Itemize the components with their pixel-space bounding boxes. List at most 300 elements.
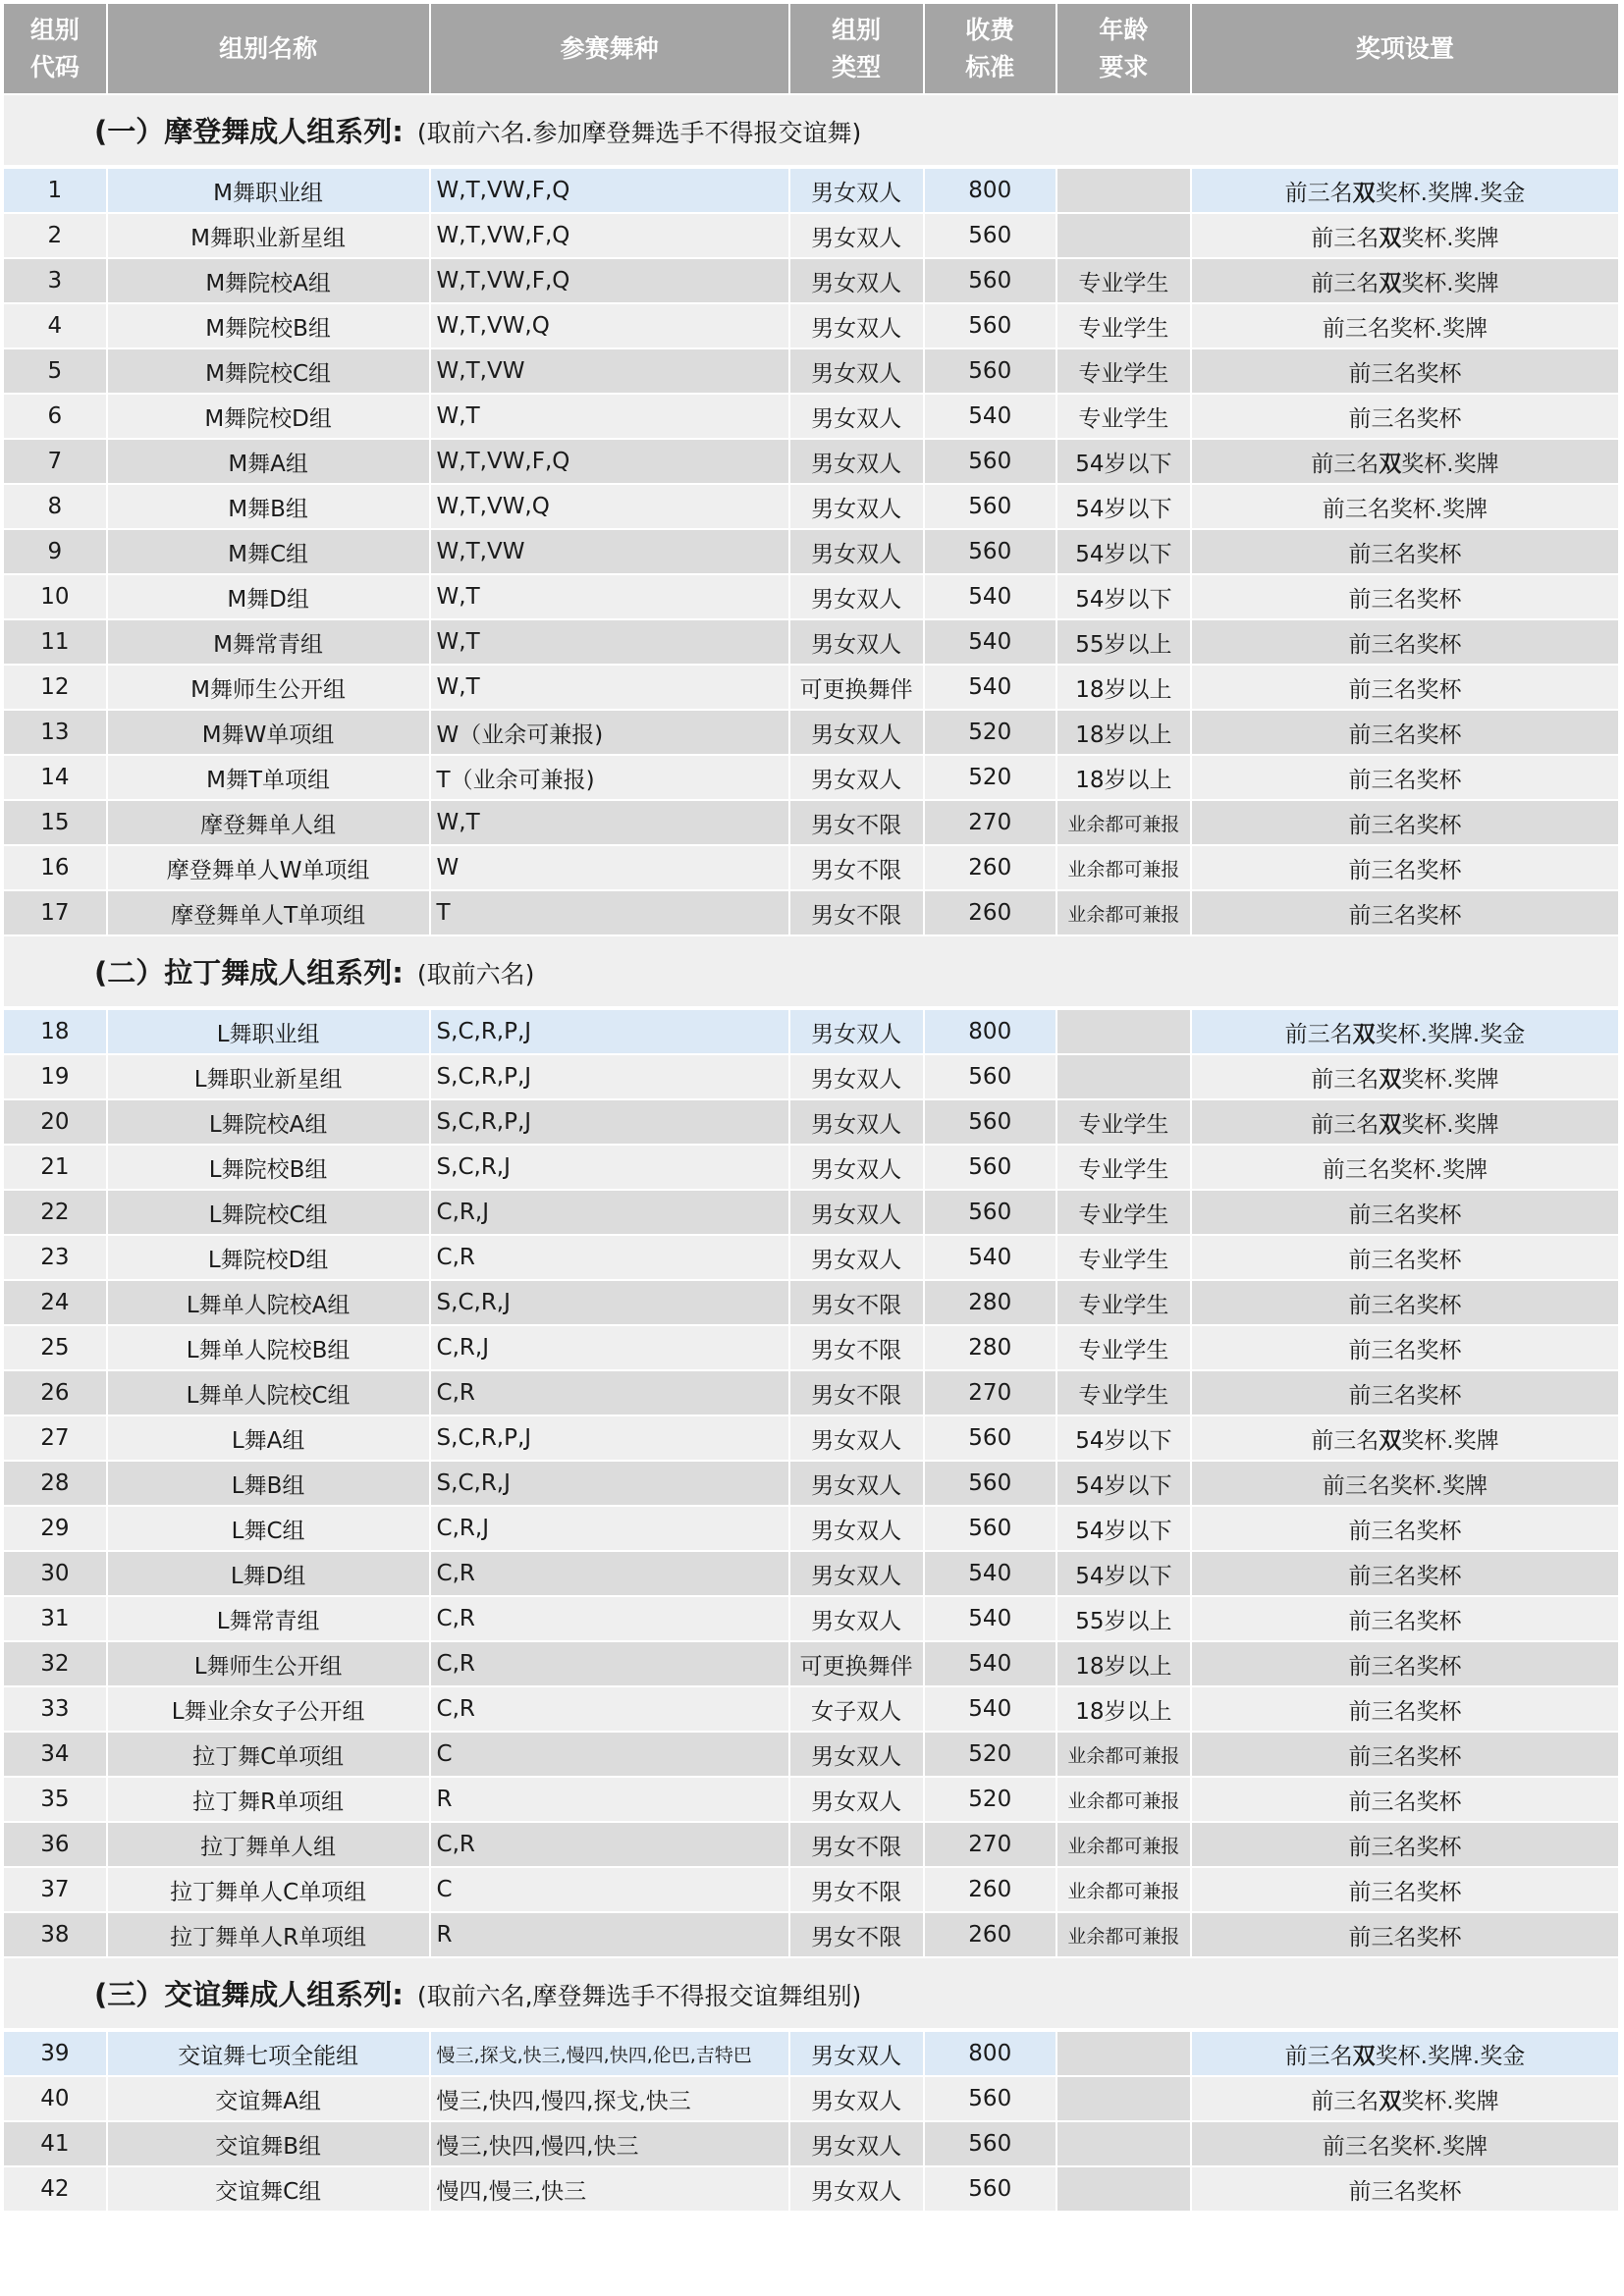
cell-awards (1191, 1099, 1619, 1145)
cell-group-name: M舞院校B组 (107, 303, 430, 348)
award-text: 前三名 (1311, 1427, 1380, 1454)
award-text: 前三名奖杯 (1348, 1789, 1462, 1815)
cell-group-code: 9 (3, 529, 107, 574)
table-row (3, 1596, 1619, 1641)
cell-group-name: L舞A组 (107, 1415, 430, 1461)
table-row (3, 1912, 1619, 1957)
award-text-suffix: 奖杯.奖牌 (1401, 1427, 1499, 1454)
cell-dances: R (430, 1912, 789, 1957)
cell-fee: 560 (924, 1054, 1056, 1099)
section-note: (取前六名,摩登舞选手不得报交谊舞组别) (416, 1982, 862, 2010)
cell-group-code: 24 (3, 1280, 107, 1325)
cell-age-requirement: 业余都可兼报 (1056, 800, 1191, 845)
cell-awards (1191, 303, 1619, 348)
cell-group-type: 男女双人 (789, 2030, 924, 2076)
cell-awards (1191, 2121, 1619, 2166)
table-row (3, 1732, 1619, 1777)
award-text-suffix: 奖杯.奖牌.奖金 (1375, 2043, 1526, 2069)
award-text: 前三名奖杯 (1348, 1247, 1462, 1273)
cell-dances: R (430, 1777, 789, 1822)
award-text: 前三名奖杯.奖牌 (1322, 2133, 1489, 2160)
cell-group-name: M舞职业新星组 (107, 213, 430, 258)
award-double-mark: 双 (1379, 270, 1402, 296)
cell-group-code: 4 (3, 303, 107, 348)
cell-fee: 270 (924, 1370, 1056, 1415)
cell-age-requirement: 专业学生 (1056, 1235, 1191, 1280)
cell-awards (1191, 1370, 1619, 1415)
cell-awards (1191, 665, 1619, 710)
award-text-suffix: 奖杯.奖牌 (1401, 2088, 1499, 2114)
cell-age-requirement: 业余都可兼报 (1056, 1822, 1191, 1867)
award-text: 前三名奖杯 (1348, 857, 1462, 883)
table-row (3, 845, 1619, 890)
award-text: 前三名奖杯 (1348, 1518, 1462, 1544)
cell-group-name: 交谊舞A组 (107, 2076, 430, 2121)
cell-fee: 560 (924, 1099, 1056, 1145)
cell-dances: C,R (430, 1551, 789, 1596)
table-row (3, 1506, 1619, 1551)
table-row (3, 439, 1619, 484)
table-row (3, 348, 1619, 394)
award-text-suffix: 奖杯.奖牌.奖金 (1375, 180, 1526, 206)
award-text: 前三名 (1284, 2043, 1353, 2069)
award-text: 前三名 (1284, 1021, 1353, 1047)
table-row (3, 484, 1619, 529)
table-row (3, 1461, 1619, 1506)
header-age: 年龄 要求 (1056, 3, 1191, 94)
cell-age-requirement: 54岁以下 (1056, 1506, 1191, 1551)
cell-fee: 800 (924, 1008, 1056, 1054)
cell-group-code: 39 (3, 2030, 107, 2076)
cell-fee: 560 (924, 1506, 1056, 1551)
section-title: (三）交谊舞成人组系列: (94, 1978, 404, 2011)
table-row (3, 1280, 1619, 1325)
award-double-mark: 双 (1379, 225, 1402, 251)
header-group-type: 组别 类型 (789, 3, 924, 94)
cell-fee: 540 (924, 1596, 1056, 1641)
header-awards: 奖项设置 (1191, 3, 1619, 94)
cell-group-name: M舞职业组 (107, 167, 430, 213)
cell-fee: 560 (924, 213, 1056, 258)
award-double-mark: 双 (1352, 180, 1376, 206)
cell-group-type: 男女双人 (789, 1461, 924, 1506)
cell-dances: C,R,J (430, 1190, 789, 1235)
award-text: 前三名奖杯 (1348, 405, 1462, 432)
table-row (3, 2166, 1619, 2212)
cell-group-code: 26 (3, 1370, 107, 1415)
award-text: 前三名奖杯 (1348, 1924, 1462, 1950)
table-row (3, 303, 1619, 348)
table-row (3, 619, 1619, 665)
award-double-mark: 双 (1379, 1066, 1402, 1093)
award-double-mark: 双 (1379, 1111, 1402, 1138)
cell-group-type: 男女双人 (789, 574, 924, 619)
award-text: 前三名 (1311, 1066, 1380, 1093)
cell-age-requirement (1056, 2166, 1191, 2212)
award-text: 前三名奖杯 (1348, 812, 1462, 838)
cell-age-requirement: 业余都可兼报 (1056, 845, 1191, 890)
cell-dances: C,R (430, 1235, 789, 1280)
cell-awards (1191, 890, 1619, 935)
award-text: 前三名奖杯 (1348, 767, 1462, 793)
cell-group-type: 男女双人 (789, 303, 924, 348)
cell-group-code: 17 (3, 890, 107, 935)
cell-dances: C,R (430, 1686, 789, 1732)
section-header (3, 1957, 1619, 2030)
cell-age-requirement: 18岁以上 (1056, 1641, 1191, 1686)
cell-age-requirement: 54岁以下 (1056, 484, 1191, 529)
cell-awards (1191, 1912, 1619, 1957)
cell-group-name: 交谊舞B组 (107, 2121, 430, 2166)
table-row (3, 1686, 1619, 1732)
cell-group-name: 摩登舞单人T单项组 (107, 890, 430, 935)
cell-group-name: M舞W单项组 (107, 710, 430, 755)
cell-awards (1191, 619, 1619, 665)
cell-group-name: L舞院校A组 (107, 1099, 430, 1145)
award-text: 前三名奖杯 (1348, 541, 1462, 567)
cell-group-code: 27 (3, 1415, 107, 1461)
cell-group-code: 5 (3, 348, 107, 394)
cell-group-type: 男女双人 (789, 439, 924, 484)
cell-group-type: 男女双人 (789, 755, 924, 800)
cell-age-requirement (1056, 213, 1191, 258)
cell-awards (1191, 1686, 1619, 1732)
cell-age-requirement: 专业学生 (1056, 1280, 1191, 1325)
cell-dances: S,C,R,P,J (430, 1008, 789, 1054)
cell-group-name: L舞业余女子公开组 (107, 1686, 430, 1732)
cell-group-type: 男女不限 (789, 890, 924, 935)
cell-dances: W,T (430, 665, 789, 710)
cell-fee: 560 (924, 484, 1056, 529)
cell-group-type: 男女双人 (789, 2121, 924, 2166)
table-row (3, 1867, 1619, 1912)
cell-fee: 540 (924, 1551, 1056, 1596)
cell-age-requirement: 55岁以上 (1056, 1596, 1191, 1641)
cell-group-name: M舞师生公开组 (107, 665, 430, 710)
table-row (3, 258, 1619, 303)
cell-fee: 540 (924, 1641, 1056, 1686)
cell-fee: 560 (924, 529, 1056, 574)
table-row (3, 1415, 1619, 1461)
cell-group-type: 男女双人 (789, 1099, 924, 1145)
cell-awards (1191, 1506, 1619, 1551)
cell-fee: 800 (924, 167, 1056, 213)
cell-dances: W,T (430, 574, 789, 619)
table-row (3, 1145, 1619, 1190)
award-text: 前三名奖杯 (1348, 1563, 1462, 1589)
cell-group-type: 男女双人 (789, 1596, 924, 1641)
cell-age-requirement: 业余都可兼报 (1056, 890, 1191, 935)
cell-dances: 慢三,快四,慢四,快三 (430, 2121, 789, 2166)
cell-dances: W,T,VW,Q (430, 484, 789, 529)
header-fee: 收费 标准 (924, 3, 1056, 94)
cell-dances: C,R (430, 1370, 789, 1415)
cell-group-code: 18 (3, 1008, 107, 1054)
award-text: 前三名奖杯 (1348, 721, 1462, 748)
cell-fee: 270 (924, 800, 1056, 845)
cell-age-requirement: 54岁以下 (1056, 1415, 1191, 1461)
cell-age-requirement: 54岁以下 (1056, 1551, 1191, 1596)
cell-fee: 560 (924, 303, 1056, 348)
table-row (3, 665, 1619, 710)
cell-age-requirement: 18岁以上 (1056, 665, 1191, 710)
cell-group-code: 30 (3, 1551, 107, 1596)
table-row (3, 890, 1619, 935)
cell-awards (1191, 258, 1619, 303)
cell-group-type: 男女双人 (789, 348, 924, 394)
cell-awards (1191, 484, 1619, 529)
cell-dances: W,T,VW,Q (430, 303, 789, 348)
cell-awards (1191, 394, 1619, 439)
cell-fee: 560 (924, 1145, 1056, 1190)
cell-group-name: 交谊舞C组 (107, 2166, 430, 2212)
cell-group-type: 男女不限 (789, 1370, 924, 1415)
header-group-name: 组别名称 (107, 3, 430, 94)
award-text: 前三名奖杯 (1348, 1337, 1462, 1363)
cell-group-type: 男女双人 (789, 619, 924, 665)
cell-dances: C (430, 1867, 789, 1912)
cell-group-name: L舞院校D组 (107, 1235, 430, 1280)
cell-group-type: 男女双人 (789, 1506, 924, 1551)
award-text: 前三名奖杯 (1348, 1698, 1462, 1725)
section-header-row (3, 1957, 1619, 2030)
registration-table (2, 2, 1620, 2213)
cell-group-type: 男女双人 (789, 1145, 924, 1190)
table-row (3, 710, 1619, 755)
cell-dances: T（业余可兼报) (430, 755, 789, 800)
cell-fee: 560 (924, 439, 1056, 484)
cell-group-code: 11 (3, 619, 107, 665)
cell-fee: 560 (924, 1415, 1056, 1461)
cell-dances: 慢四,慢三,快三 (430, 2166, 789, 2212)
cell-awards (1191, 1822, 1619, 1867)
cell-group-type: 男女双人 (789, 1551, 924, 1596)
cell-group-name: M舞院校D组 (107, 394, 430, 439)
cell-dances: W,T,VW,F,Q (430, 439, 789, 484)
cell-dances: S,C,R,P,J (430, 1099, 789, 1145)
award-text: 前三名 (1284, 180, 1353, 206)
cell-awards (1191, 1732, 1619, 1777)
cell-age-requirement: 业余都可兼报 (1056, 1732, 1191, 1777)
cell-awards (1191, 1145, 1619, 1190)
cell-group-type: 男女双人 (789, 1235, 924, 1280)
table-row (3, 213, 1619, 258)
cell-awards (1191, 1641, 1619, 1686)
cell-dances: C (430, 1732, 789, 1777)
cell-age-requirement: 专业学生 (1056, 303, 1191, 348)
cell-awards (1191, 1235, 1619, 1280)
cell-age-requirement: 54岁以下 (1056, 574, 1191, 619)
cell-group-name: M舞A组 (107, 439, 430, 484)
cell-group-code: 16 (3, 845, 107, 890)
cell-awards (1191, 1551, 1619, 1596)
table-row (3, 574, 1619, 619)
cell-age-requirement: 专业学生 (1056, 1370, 1191, 1415)
table-header-row (3, 3, 1619, 94)
cell-fee: 280 (924, 1325, 1056, 1370)
table-row (3, 1190, 1619, 1235)
table-row (3, 1099, 1619, 1145)
section-header (3, 94, 1619, 167)
header-group-code: 组别 代码 (3, 3, 107, 94)
table-row (3, 1325, 1619, 1370)
cell-awards (1191, 1415, 1619, 1461)
award-text: 前三名奖杯 (1348, 902, 1462, 929)
table-row (3, 1235, 1619, 1280)
cell-group-name: M舞T单项组 (107, 755, 430, 800)
award-text: 前三名奖杯 (1348, 1743, 1462, 1770)
cell-group-type: 男女不限 (789, 1867, 924, 1912)
cell-group-name: 拉丁舞单人R单项组 (107, 1912, 430, 1957)
cell-group-name: M舞B组 (107, 484, 430, 529)
cell-group-type: 男女双人 (789, 710, 924, 755)
cell-age-requirement: 18岁以上 (1056, 710, 1191, 755)
cell-fee: 520 (924, 1777, 1056, 1822)
table-row (3, 800, 1619, 845)
cell-age-requirement: 18岁以上 (1056, 1686, 1191, 1732)
table-row (3, 2076, 1619, 2121)
table-row (3, 1370, 1619, 1415)
cell-group-type: 女子双人 (789, 1686, 924, 1732)
cell-group-code: 29 (3, 1506, 107, 1551)
cell-group-name: L舞常青组 (107, 1596, 430, 1641)
cell-fee: 280 (924, 1280, 1056, 1325)
cell-fee: 270 (924, 1822, 1056, 1867)
cell-group-type: 男女双人 (789, 484, 924, 529)
award-text: 前三名奖杯 (1348, 1834, 1462, 1860)
cell-group-name: 摩登舞单人W单项组 (107, 845, 430, 890)
cell-dances: C,R (430, 1596, 789, 1641)
cell-fee: 260 (924, 1867, 1056, 1912)
cell-age-requirement: 专业学生 (1056, 394, 1191, 439)
cell-group-type: 男女不限 (789, 800, 924, 845)
award-text: 前三名奖杯.奖牌 (1322, 496, 1489, 522)
cell-awards (1191, 2076, 1619, 2121)
cell-group-code: 1 (3, 167, 107, 213)
cell-group-name: L舞师生公开组 (107, 1641, 430, 1686)
table-row (3, 1641, 1619, 1686)
award-text: 前三名奖杯.奖牌 (1322, 315, 1489, 342)
cell-group-type: 男女双人 (789, 1415, 924, 1461)
cell-group-type: 男女不限 (789, 1912, 924, 1957)
table-row (3, 755, 1619, 800)
cell-group-name: M舞院校C组 (107, 348, 430, 394)
cell-awards (1191, 755, 1619, 800)
cell-fee: 260 (924, 1912, 1056, 1957)
cell-group-code: 13 (3, 710, 107, 755)
award-text-suffix: 奖杯.奖牌.奖金 (1375, 1021, 1526, 1047)
award-text: 前三名奖杯 (1348, 1292, 1462, 1318)
section-header-row (3, 935, 1619, 1008)
award-text: 前三名奖杯.奖牌 (1322, 1156, 1489, 1183)
cell-awards (1191, 845, 1619, 890)
cell-awards (1191, 439, 1619, 484)
cell-group-type: 男女双人 (789, 1732, 924, 1777)
cell-group-name: M舞D组 (107, 574, 430, 619)
cell-awards (1191, 1461, 1619, 1506)
cell-group-code: 35 (3, 1777, 107, 1822)
cell-group-name: L舞单人院校B组 (107, 1325, 430, 1370)
cell-age-requirement: 专业学生 (1056, 1325, 1191, 1370)
cell-group-code: 38 (3, 1912, 107, 1957)
cell-group-code: 34 (3, 1732, 107, 1777)
cell-group-name: L舞D组 (107, 1551, 430, 1596)
cell-fee: 800 (924, 2030, 1056, 2076)
cell-dances: C,R (430, 1822, 789, 1867)
award-text: 前三名奖杯 (1348, 676, 1462, 703)
cell-age-requirement (1056, 2030, 1191, 2076)
cell-group-code: 2 (3, 213, 107, 258)
table-row (3, 1551, 1619, 1596)
cell-dances: C,R (430, 1641, 789, 1686)
cell-age-requirement: 54岁以下 (1056, 1461, 1191, 1506)
cell-fee: 560 (924, 1461, 1056, 1506)
cell-group-code: 14 (3, 755, 107, 800)
cell-fee: 560 (924, 1190, 1056, 1235)
cell-awards (1191, 1054, 1619, 1099)
award-text-suffix: 奖杯.奖牌 (1401, 451, 1499, 477)
cell-group-code: 25 (3, 1325, 107, 1370)
registration-table-container (2, 2, 1620, 2213)
cell-dances: S,C,R,J (430, 1280, 789, 1325)
section-header (3, 935, 1619, 1008)
cell-awards (1191, 1325, 1619, 1370)
award-double-mark: 双 (1352, 2043, 1376, 2069)
award-text-suffix: 奖杯.奖牌 (1401, 225, 1499, 251)
cell-group-code: 20 (3, 1099, 107, 1145)
award-text-suffix: 奖杯.奖牌 (1401, 270, 1499, 296)
cell-fee: 540 (924, 1686, 1056, 1732)
cell-fee: 540 (924, 394, 1056, 439)
cell-age-requirement: 18岁以上 (1056, 755, 1191, 800)
cell-awards (1191, 1008, 1619, 1054)
table-row (3, 1054, 1619, 1099)
cell-group-type: 男女双人 (789, 258, 924, 303)
cell-awards (1191, 167, 1619, 213)
cell-awards (1191, 1777, 1619, 1822)
cell-group-code: 8 (3, 484, 107, 529)
cell-age-requirement: 55岁以上 (1056, 619, 1191, 665)
cell-age-requirement: 业余都可兼报 (1056, 1777, 1191, 1822)
award-text: 前三名奖杯 (1348, 1608, 1462, 1634)
cell-group-type: 男女双人 (789, 1008, 924, 1054)
cell-age-requirement (1056, 167, 1191, 213)
cell-fee: 560 (924, 2166, 1056, 2212)
cell-awards (1191, 1280, 1619, 1325)
cell-group-code: 31 (3, 1596, 107, 1641)
cell-group-type: 男女双人 (789, 2166, 924, 2212)
cell-fee: 560 (924, 2076, 1056, 2121)
cell-awards (1191, 1190, 1619, 1235)
cell-group-type: 男女双人 (789, 529, 924, 574)
cell-group-type: 男女不限 (789, 1325, 924, 1370)
cell-fee: 540 (924, 665, 1056, 710)
cell-dances: W,T (430, 800, 789, 845)
award-text: 前三名奖杯.奖牌 (1322, 1472, 1489, 1499)
cell-group-type: 男女双人 (789, 213, 924, 258)
cell-group-name: M舞院校A组 (107, 258, 430, 303)
cell-group-type: 可更换舞伴 (789, 1641, 924, 1686)
cell-group-type: 男女双人 (789, 1190, 924, 1235)
cell-group-code: 33 (3, 1686, 107, 1732)
award-text: 前三名 (1311, 270, 1380, 296)
section-note: (取前六名.参加摩登舞选手不得报交谊舞) (416, 119, 862, 147)
cell-group-name: L舞院校B组 (107, 1145, 430, 1190)
award-text: 前三名奖杯 (1348, 360, 1462, 387)
cell-dances: C,R,J (430, 1325, 789, 1370)
cell-group-type: 男女不限 (789, 845, 924, 890)
cell-fee: 520 (924, 755, 1056, 800)
